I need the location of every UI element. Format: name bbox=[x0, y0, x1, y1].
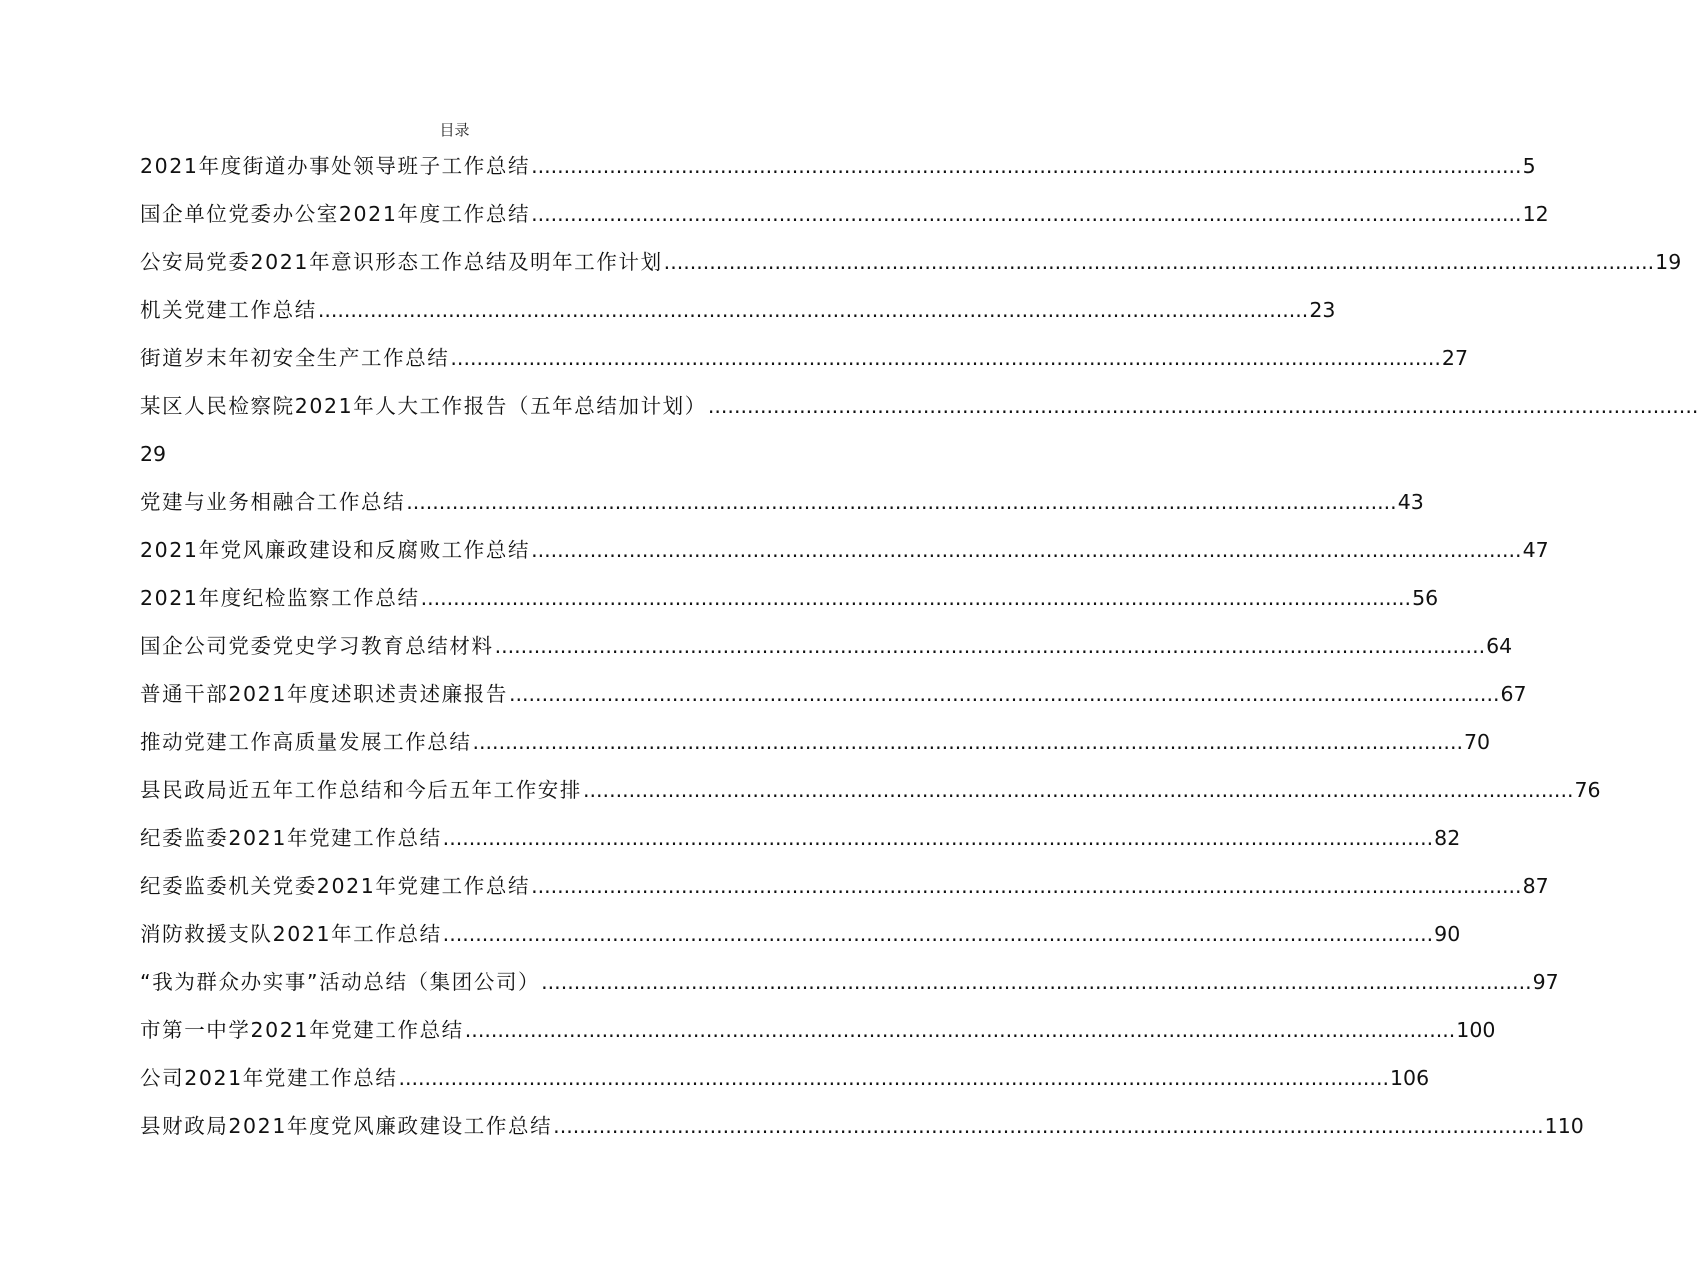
toc-entry-title: 县民政局近五年工作总结和今后五年工作安排 bbox=[140, 778, 582, 802]
toc-entry-title: 纪委监委2021年党建工作总结 bbox=[140, 826, 442, 850]
toc-entry-page: 56 bbox=[1412, 586, 1439, 610]
toc-entry[interactable] bbox=[140, 1102, 1584, 1150]
toc-entry[interactable] bbox=[140, 334, 1468, 382]
toc-entry-page: 76 bbox=[1574, 778, 1601, 802]
toc-entry-page: 70 bbox=[1464, 730, 1491, 754]
toc-leader-dots bbox=[509, 670, 1500, 718]
toc-entry-page: 29 bbox=[140, 442, 167, 466]
toc-entry-title: 纪委监委机关党委2021年党建工作总结 bbox=[140, 874, 531, 898]
toc-entry-title: 街道岁末年初安全生产工作总结 bbox=[140, 346, 450, 370]
toc-entry-page: 5 bbox=[1522, 154, 1536, 178]
toc-entry-page: 23 bbox=[1309, 298, 1336, 322]
toc-entry-page: 106 bbox=[1389, 1066, 1430, 1090]
toc-leader-dots bbox=[553, 1102, 1544, 1150]
toc-entry-page: 43 bbox=[1397, 490, 1424, 514]
toc-leader-dots bbox=[443, 910, 1434, 958]
toc-entry-title: 推动党建工作高质量发展工作总结 bbox=[140, 730, 472, 754]
toc-leader-dots bbox=[421, 574, 1412, 622]
toc-entry-page: 82 bbox=[1434, 826, 1461, 850]
toc-entry[interactable] bbox=[140, 142, 1536, 190]
toc-entry-title: 普通干部2021年度述职述责述廉报告 bbox=[140, 682, 508, 706]
toc-entry[interactable] bbox=[140, 766, 1601, 814]
toc-entry[interactable] bbox=[140, 622, 1513, 670]
toc-entry-page: 97 bbox=[1532, 970, 1559, 994]
toc-entry-title: 国企单位党委办公室2021年度工作总结 bbox=[140, 202, 531, 226]
toc-entry-page: 87 bbox=[1522, 874, 1549, 898]
toc-entry-page: 19 bbox=[1655, 250, 1682, 274]
toc-leader-dots bbox=[443, 814, 1434, 862]
toc-entry-title: 2021年度纪检监察工作总结 bbox=[140, 586, 420, 610]
toc-entry-title: 2021年度街道办事处领导班子工作总结 bbox=[140, 154, 531, 178]
toc-leader-dots bbox=[465, 1006, 1456, 1054]
toc-entry[interactable] bbox=[140, 1054, 1430, 1102]
toc-entry-page: 90 bbox=[1434, 922, 1461, 946]
toc-leader-dots bbox=[450, 334, 1441, 382]
table-of-contents bbox=[140, 142, 1682, 1150]
toc-entry-title: 市第一中学2021年党建工作总结 bbox=[140, 1018, 464, 1042]
toc-entry[interactable] bbox=[140, 670, 1527, 718]
toc-leader-dots bbox=[708, 382, 1698, 430]
toc-title: 目录 bbox=[439, 121, 470, 139]
toc-entry-title: 党建与业务相融合工作总结 bbox=[140, 490, 406, 514]
toc-entry-title: 消防救援支队2021年工作总结 bbox=[140, 922, 442, 946]
toc-entry-title: 公司2021年党建工作总结 bbox=[140, 1066, 398, 1090]
toc-entry-title: 机关党建工作总结 bbox=[140, 298, 317, 322]
toc-entry-title: 某区人民检察院2021年人大工作报告（五年总结加计划） bbox=[140, 394, 707, 418]
toc-leader-dots bbox=[318, 286, 1309, 334]
toc-entry[interactable] bbox=[140, 478, 1424, 526]
toc-entry-page: 47 bbox=[1522, 538, 1549, 562]
toc-entry-title: 2021年党风廉政建设和反腐败工作总结 bbox=[140, 538, 531, 562]
toc-leader-dots bbox=[406, 478, 1397, 526]
toc-leader-dots bbox=[398, 1054, 1389, 1102]
toc-leader-dots bbox=[495, 622, 1486, 670]
toc-entry[interactable] bbox=[140, 190, 1549, 238]
toc-entry-page: 64 bbox=[1486, 634, 1513, 658]
toc-leader-dots bbox=[531, 142, 1522, 190]
toc-entry-title: 县财政局2021年度党风廉政建设工作总结 bbox=[140, 1114, 553, 1138]
toc-entry[interactable] bbox=[140, 382, 772, 478]
toc-entry[interactable] bbox=[140, 238, 1682, 286]
toc-leader-dots bbox=[541, 958, 1532, 1006]
toc-entry[interactable] bbox=[140, 526, 1549, 574]
toc-entry[interactable] bbox=[140, 958, 1559, 1006]
toc-leader-dots bbox=[531, 526, 1522, 574]
toc-leader-dots bbox=[531, 862, 1522, 910]
toc-leader-dots bbox=[664, 238, 1655, 286]
toc-entry-title: “我为群众办实事”活动总结（集团公司） bbox=[140, 970, 541, 994]
toc-entry[interactable] bbox=[140, 910, 1461, 958]
toc-leader-dots bbox=[583, 766, 1574, 814]
toc-entry[interactable] bbox=[140, 286, 1336, 334]
toc-leader-dots bbox=[531, 190, 1522, 238]
toc-entry-page: 110 bbox=[1544, 1114, 1584, 1138]
toc-entry-page: 100 bbox=[1456, 1018, 1496, 1042]
toc-entry-title: 国企公司党委党史学习教育总结材料 bbox=[140, 634, 494, 658]
toc-entry[interactable] bbox=[140, 1006, 1496, 1054]
toc-entry-page: 67 bbox=[1500, 682, 1527, 706]
toc-entry[interactable] bbox=[140, 718, 1491, 766]
toc-entry[interactable] bbox=[140, 862, 1549, 910]
toc-entry[interactable] bbox=[140, 574, 1439, 622]
toc-entry-page: 27 bbox=[1441, 346, 1468, 370]
toc-entry-title: 公安局党委2021年意识形态工作总结及明年工作计划 bbox=[140, 250, 663, 274]
toc-entry[interactable] bbox=[140, 814, 1461, 862]
toc-entry-page: 12 bbox=[1522, 202, 1549, 226]
toc-leader-dots bbox=[473, 718, 1464, 766]
